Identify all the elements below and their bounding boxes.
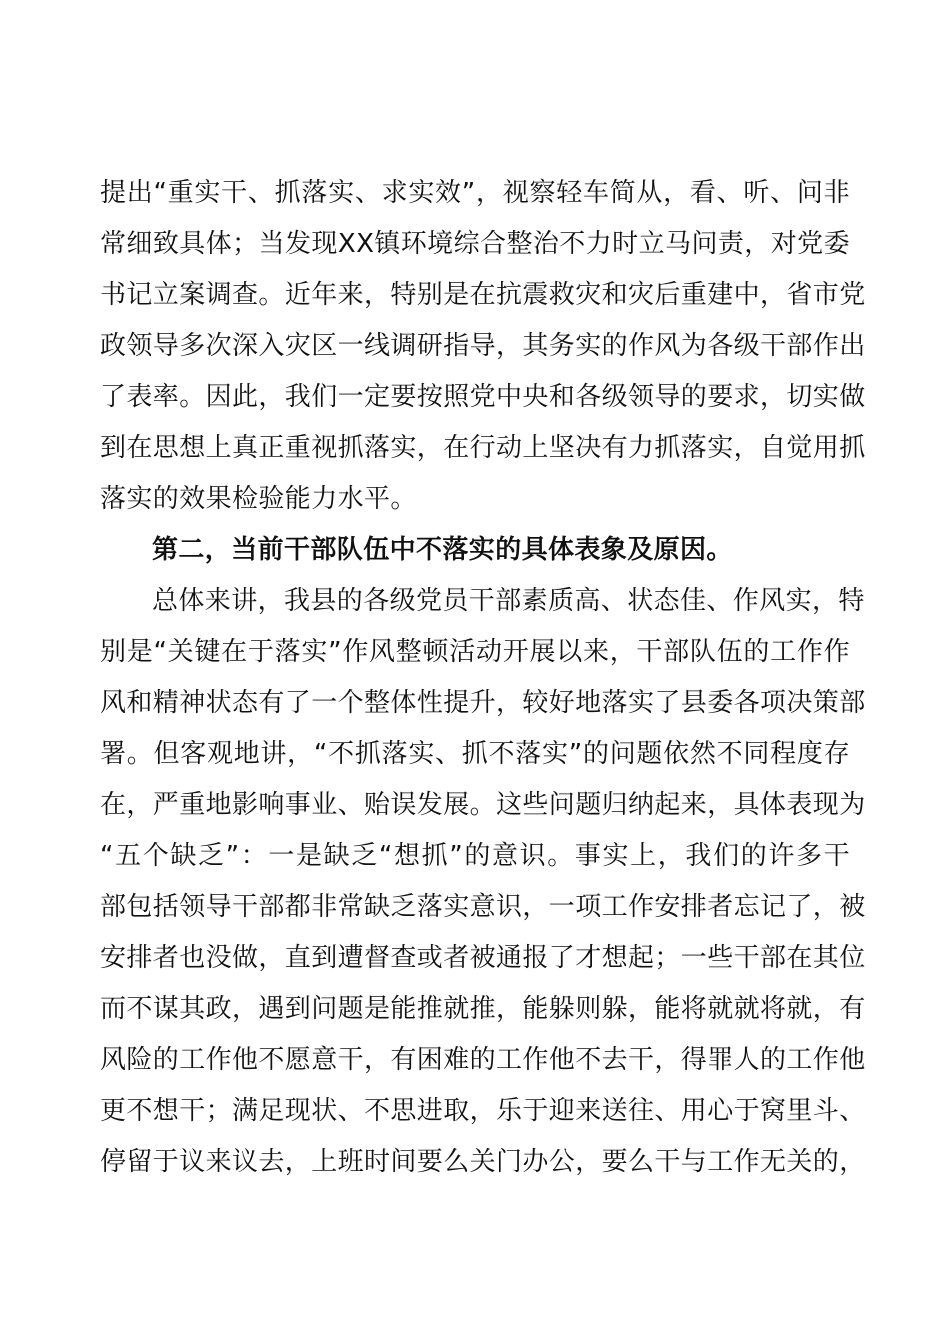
paragraph-line: 风和精神状态有了一个整体性提升，较好地落实了县委各项决策部 bbox=[100, 688, 866, 718]
paragraph-line: 风险的工作他不愿意干，有困难的工作他不去干，得罪人的工作他 bbox=[100, 1045, 866, 1075]
paragraph-line: 部包括领导干部都非常缺乏落实意识，一项工作安排者忘记了，被 bbox=[100, 892, 866, 922]
paragraph-line: 到在思想上真正重视抓落实，在行动上坚决有力抓落实，自觉用抓 bbox=[100, 433, 866, 463]
document-body bbox=[100, 168, 866, 1188]
paragraph-line: 书记立案调查。近年来，特别是在抗震救灾和灾后重建中，省市党 bbox=[100, 280, 866, 310]
paragraph-line: 别是“关键在于落实”作风整顿活动开展以来，干部队伍的工作作 bbox=[100, 637, 850, 667]
paragraph-line: 在，严重地影响事业、贻误发展。这些问题归纳起来，具体表现为 bbox=[100, 790, 866, 820]
paragraph-line: 而不谋其政，遇到问题是能推就推，能躲则躲，能将就就将就，有 bbox=[100, 994, 866, 1024]
paragraph-line: 总体来讲，我县的各级党员干部素质高、状态佳、作风实，特 bbox=[152, 586, 865, 616]
paragraph-line: 停留于议来议去，上班时间要么关门办公，要么干与工作无关的， bbox=[100, 1147, 866, 1177]
paragraph-line: 政领导多次深入灾区一线调研指导，其务实的作风为各级干部作出 bbox=[100, 331, 866, 361]
paragraph-line: 常细致具体；当发现XX镇环境综合整治不力时立马问责，对党委 bbox=[100, 229, 850, 259]
paragraph-line: 署。但客观地讲，“不抓落实、抓不落实”的问题依然不同程度存 bbox=[100, 739, 850, 769]
paragraph-line: 落实的效果检验能力水平。 bbox=[100, 484, 417, 514]
paragraph-line: 了表率。因此，我们一定要按照党中央和各级领导的要求，切实做 bbox=[100, 382, 866, 412]
paragraph-line: 安排者也没做，直到遭督查或者被通报了才想起；一些干部在其位 bbox=[100, 943, 866, 973]
paragraph-line: 更不想干；满足现状、不思进取，乐于迎来送往、用心于窝里斗、 bbox=[100, 1096, 866, 1126]
paragraph-line: 提出“重实干、抓落实、求实效”，视察轻车简从，看、听、问非 bbox=[100, 178, 850, 208]
section-heading: 第二，当前干部队伍中不落实的具体表象及原因。 bbox=[152, 535, 733, 565]
paragraph-line: “五个缺乏”：一是缺乏“想抓”的意识。事实上，我们的许多干 bbox=[100, 841, 850, 871]
